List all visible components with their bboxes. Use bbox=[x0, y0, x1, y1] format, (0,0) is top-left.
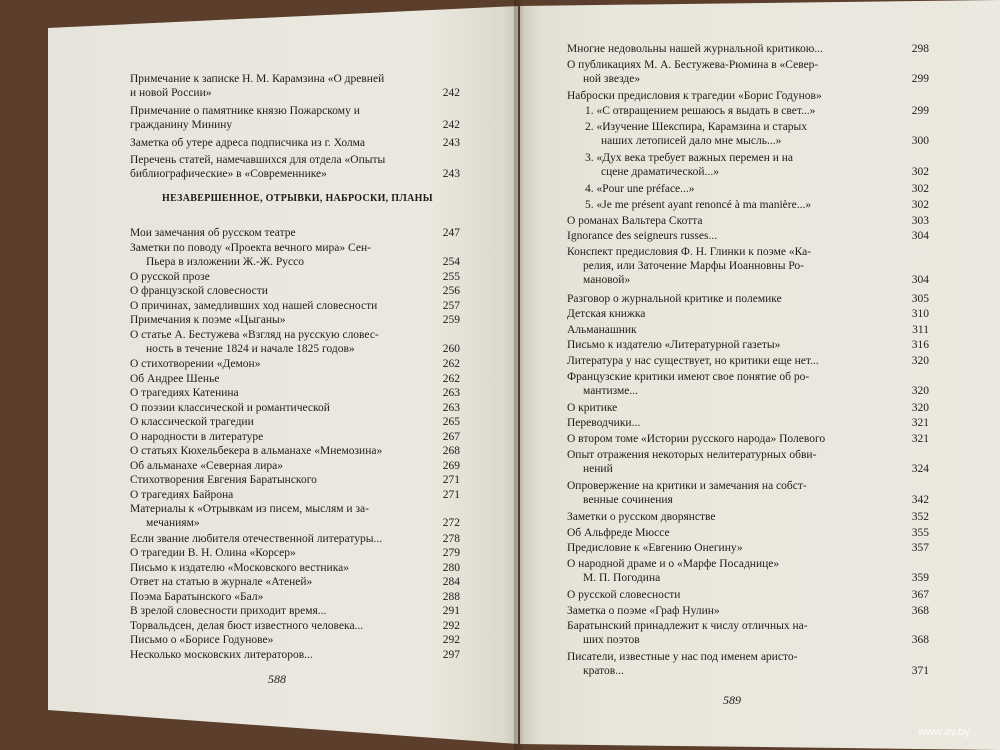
toc-entry-title: Об альманахе «Северная лира» bbox=[130, 459, 284, 472]
toc-entry bbox=[130, 604, 460, 618]
toc-entry bbox=[567, 307, 929, 321]
toc-entry bbox=[130, 226, 460, 240]
toc-page-number: 288 bbox=[442, 590, 460, 603]
toc-entry-title: Об Андрее Шенье bbox=[130, 372, 220, 385]
toc-page-number: 300 bbox=[911, 135, 929, 147]
toc-entry-title-continued: сцене драматической...» bbox=[601, 166, 719, 179]
toc-entry bbox=[130, 313, 460, 327]
toc-entry-title-continued: релия, или Заточение Марфы Иоанновны Ро- bbox=[583, 259, 805, 272]
toc-page-number: 262 bbox=[442, 372, 460, 385]
toc-entry-title: О трагедиях Катенина bbox=[130, 387, 239, 400]
toc-entry-title-continued: мантизме... bbox=[583, 384, 639, 397]
toc-entry-title: Наброски предисловия к трагедии «Борис Годунов» bbox=[567, 89, 822, 102]
toc-entry-title-continued: и новой России» bbox=[130, 87, 212, 99]
toc-entry-title: О русской словесности bbox=[567, 589, 681, 601]
toc-entry-title: Заметка о поэме «Граф Нулин» bbox=[567, 604, 720, 617]
toc-page-number: 262 bbox=[442, 357, 460, 370]
toc-entry-title: Ответ на статью в журнале «Атеней» bbox=[130, 576, 313, 589]
toc-page-number: 304 bbox=[911, 230, 929, 243]
toc-entry bbox=[567, 416, 929, 430]
toc-page-number: 303 bbox=[911, 214, 929, 227]
toc-page-number: 302 bbox=[911, 166, 929, 179]
toc-page-number: 271 bbox=[442, 474, 460, 487]
toc-page-number: 298 bbox=[911, 43, 929, 55]
toc-page-number: 324 bbox=[911, 462, 929, 475]
toc-entry bbox=[567, 354, 929, 368]
toc-page-number: 292 bbox=[442, 619, 460, 632]
toc-entry bbox=[567, 229, 929, 243]
toc-page-number: 321 bbox=[911, 433, 929, 445]
toc-page-number: 260 bbox=[442, 342, 460, 355]
toc-entry-title-continued: ность в течение 1824 и начале 1825 годов» bbox=[146, 342, 355, 355]
toc-entry bbox=[567, 214, 929, 228]
toc-entry-title: О стихотворении «Демон» bbox=[130, 357, 261, 370]
toc-entry bbox=[130, 502, 460, 530]
toc-entry-title: Перечень статей, намечавшихся для отдела «Опыты bbox=[130, 154, 386, 166]
toc-page-number: 268 bbox=[442, 445, 460, 458]
toc-page-number: 310 bbox=[911, 308, 929, 321]
toc-entry-title: Если звание любителя отечественной литературы... bbox=[130, 532, 383, 545]
toc-entry bbox=[130, 104, 460, 131]
toc-page-number: 311 bbox=[912, 323, 929, 336]
toc-entry-title: Литература у нас существует, но критики еще нет... bbox=[567, 355, 819, 367]
toc-entry-title-continued: ших поэтов bbox=[583, 634, 640, 647]
toc-entry bbox=[130, 619, 460, 633]
toc-entry-title: Писатели, известные у нас под именем аристо- bbox=[567, 651, 798, 664]
watermark: www.ay.by bbox=[918, 726, 970, 738]
toc-entry-title: О втором томе «Истории русского народа» Полевого bbox=[567, 433, 826, 445]
toc-entry-title: Примечание к записке Н. М. Карамзина «О древней bbox=[130, 73, 385, 85]
toc-entry bbox=[567, 432, 929, 446]
toc-entry-title: Примечание о памятнике князю Пожарскому и bbox=[130, 105, 360, 117]
toc-entry bbox=[585, 198, 929, 212]
toc-entry-title: Примечания к поэме «Цыганы» bbox=[130, 314, 286, 327]
toc-entry-title: Переводчики... bbox=[567, 417, 641, 430]
toc-entry-title: Французские критики имеют свое понятие об ро- bbox=[567, 370, 810, 383]
toc-page-number: 359 bbox=[911, 571, 929, 584]
toc-entry-title: Детская книжка bbox=[567, 308, 646, 321]
toc-entry bbox=[130, 633, 460, 647]
toc-entry bbox=[567, 557, 929, 584]
toc-page-number: 247 bbox=[442, 227, 460, 239]
toc-page-number: 242 bbox=[442, 119, 460, 131]
toc-entry bbox=[567, 604, 929, 618]
toc-entry bbox=[567, 541, 929, 555]
toc-entry bbox=[567, 338, 929, 352]
toc-entry-title-continued: ной звезде» bbox=[583, 72, 641, 85]
toc-entry-title: О народной драме и о «Марфе Посаднице» bbox=[567, 557, 780, 570]
toc-page-number: 352 bbox=[911, 511, 929, 523]
toc-entry bbox=[567, 323, 929, 337]
toc-entry-title: Ignorance des seigneurs russes... bbox=[567, 230, 718, 243]
toc-entry-title: Альманашник bbox=[567, 323, 637, 336]
toc-entry bbox=[130, 284, 460, 298]
toc-entry-title-continued: венные сочинения bbox=[583, 493, 673, 506]
toc-entry-title: Поэма Баратынского «Бал» bbox=[130, 590, 264, 603]
toc-entry bbox=[130, 430, 460, 444]
toc-page-number: 271 bbox=[442, 488, 460, 501]
toc-entry bbox=[567, 89, 929, 103]
toc-entry-title: О народности в литературе bbox=[130, 430, 264, 443]
toc-entry-title: 2. «Изучение Шекспира, Карамзина и старых bbox=[585, 121, 808, 133]
toc-entry-title: 4. «Pour une préface...» bbox=[585, 183, 695, 196]
toc-entry-title: О классической трагедии bbox=[130, 416, 254, 429]
toc-page-number: 355 bbox=[911, 526, 929, 539]
toc-entry bbox=[585, 120, 929, 147]
toc-entry bbox=[130, 136, 460, 150]
toc-page-number: 279 bbox=[442, 547, 460, 560]
toc-entry-title-continued: мечаниям» bbox=[146, 517, 200, 530]
toc-entry bbox=[130, 401, 460, 415]
toc-entry-title-continued: гражданину Минину bbox=[130, 119, 233, 131]
toc-entry-title: Письмо к издателю «Московского вестника» bbox=[130, 561, 349, 574]
toc-page-number: 256 bbox=[442, 285, 460, 298]
toc-entry-title: О статьях Кюхельбекера в альманахе «Мнемозина» bbox=[130, 445, 383, 458]
toc-page-number: 357 bbox=[911, 542, 929, 555]
toc-entry bbox=[585, 151, 929, 179]
toc-entry-title: О причинах, замедливших ход нашей словесности bbox=[130, 299, 378, 312]
toc-entry bbox=[130, 444, 460, 458]
toc-entry-title: Заметка об утере адреса подписчика из г. Холма bbox=[130, 137, 365, 149]
toc-entry bbox=[585, 104, 929, 118]
toc-entry-title: Заметки по поводу «Проекта вечного мира» Сен- bbox=[130, 241, 371, 254]
toc-entry-title: В зрелой словесности приходит время... bbox=[130, 605, 327, 618]
toc-entry-title: О французской словесности bbox=[130, 285, 268, 298]
toc-entry-title: Письмо о «Борисе Годунове» bbox=[130, 634, 274, 647]
toc-entry-title: Торвальдсен, делая бюст известного человека... bbox=[130, 619, 364, 632]
toc-page-number: 243 bbox=[442, 168, 460, 180]
toc-page-number: 302 bbox=[911, 199, 929, 211]
toc-entry-title: О публикациях М. А. Бестужева-Рюмина в «Север- bbox=[567, 58, 819, 71]
toc-entry bbox=[130, 532, 460, 546]
toc-entry-title: Письмо к издателю «Литературной газеты» bbox=[567, 339, 781, 352]
toc-page-number: 255 bbox=[442, 270, 460, 283]
toc-page-number: 284 bbox=[442, 576, 460, 589]
toc-entry-title: О критике bbox=[567, 401, 618, 414]
toc-page-number: 368 bbox=[911, 604, 929, 617]
toc-entry-title-continued: мановой» bbox=[583, 273, 631, 286]
toc-entry bbox=[130, 72, 460, 99]
toc-entry bbox=[567, 588, 929, 602]
toc-page-number: 305 bbox=[911, 292, 929, 305]
toc-entry-title-continued: кратов... bbox=[583, 665, 624, 678]
toc-entry-title-continued: библиографические» в «Современнике» bbox=[130, 168, 327, 180]
toc-page-number: 302 bbox=[911, 183, 929, 196]
toc-page-number: 257 bbox=[442, 299, 460, 312]
toc-entry bbox=[130, 241, 460, 268]
toc-entry bbox=[567, 42, 929, 56]
toc-entry bbox=[130, 473, 460, 487]
toc-entry bbox=[130, 270, 460, 284]
toc-entry bbox=[567, 650, 929, 678]
left-page-number: 588 bbox=[268, 672, 286, 686]
toc-entry-title-continued: нений bbox=[583, 462, 613, 475]
toc-page-number: 299 bbox=[911, 105, 929, 118]
toc-entry-title: О романах Вальтера Скотта bbox=[567, 214, 703, 227]
toc-entry-title: 1. «С отвращением решаюсь я выдать в свет...» bbox=[585, 105, 816, 118]
toc-entry bbox=[130, 153, 460, 180]
toc-entry-title: Предисловие к «Евгению Онегину» bbox=[567, 542, 743, 555]
toc-page-number: 242 bbox=[442, 87, 460, 99]
right-page-number: 589 bbox=[723, 693, 741, 707]
toc-entry bbox=[130, 386, 460, 400]
toc-page-number: 321 bbox=[911, 417, 929, 430]
book-gutter bbox=[514, 0, 524, 750]
toc-page-number: 297 bbox=[442, 648, 460, 661]
toc-entry bbox=[130, 590, 460, 604]
toc-entry bbox=[567, 370, 929, 397]
toc-entry bbox=[130, 575, 460, 589]
toc-entry-title: Опыт отражения некоторых нелитературных обви- bbox=[567, 448, 817, 461]
toc-entry bbox=[130, 648, 460, 662]
toc-entry-title: Конспект предисловия Ф. Н. Глинки к поэме «Ка- bbox=[567, 245, 812, 258]
toc-page-number: 280 bbox=[442, 561, 460, 574]
toc-page-number: 243 bbox=[442, 137, 460, 149]
toc-page-number: 367 bbox=[911, 589, 929, 601]
toc-page-number: 265 bbox=[442, 416, 460, 429]
toc-entry bbox=[567, 58, 929, 85]
toc-page-number: 304 bbox=[911, 273, 929, 286]
toc-entry-title: Многие недовольны нашей журнальной критикою... bbox=[567, 43, 823, 55]
toc-entry-title: Заметки о русском дворянстве bbox=[567, 511, 716, 523]
toc-page-number: 371 bbox=[911, 665, 929, 678]
toc-entry-title: Баратынский принадлежит к числу отличных на- bbox=[567, 620, 808, 633]
toc-entry-title-continued: наших летописей дало мне мысль...» bbox=[601, 135, 782, 147]
toc-entry-title: Стихотворения Евгения Баратынского bbox=[130, 474, 317, 487]
toc-entry-title: 3. «Дух века требует важных перемен и на bbox=[585, 152, 794, 165]
toc-entry bbox=[130, 546, 460, 560]
toc-entry bbox=[585, 182, 929, 196]
toc-entry-title: Разговор о журнальной критике и полемике bbox=[567, 292, 782, 305]
toc-page-number: 320 bbox=[911, 384, 929, 397]
toc-entry-title: Несколько московских литераторов... bbox=[130, 648, 313, 661]
toc-entry bbox=[130, 415, 460, 429]
toc-entry-title: О трагедии В. Н. Олина «Корсер» bbox=[130, 547, 296, 560]
toc-entry bbox=[567, 526, 929, 540]
toc-page-number: 292 bbox=[442, 634, 460, 647]
toc-entry-title: О трагедиях Байрона bbox=[130, 488, 234, 501]
toc-entry-title: О статье А. Бестужева «Взгляд на русскую словес- bbox=[130, 328, 379, 341]
toc-page-number: 259 bbox=[442, 314, 460, 327]
toc-entry-title: О поэзии классической и романтической bbox=[130, 401, 330, 414]
toc-entry bbox=[567, 619, 929, 647]
toc-entry-title-continued: Пьера в изложении Ж.-Ж. Руссо bbox=[146, 255, 304, 268]
toc-entry bbox=[567, 245, 929, 286]
toc-page-number: 368 bbox=[911, 634, 929, 647]
section-heading: НЕЗАВЕРШЕННОЕ, ОТРЫВКИ, НАБРОСКИ, ПЛАНЫ bbox=[162, 193, 433, 204]
toc-page-number: 299 bbox=[911, 72, 929, 85]
toc-entry bbox=[130, 357, 460, 371]
toc-page-number: 263 bbox=[442, 387, 460, 400]
toc-page-number: 342 bbox=[911, 493, 929, 506]
toc-entry bbox=[130, 372, 460, 386]
toc-entry bbox=[567, 479, 929, 506]
toc-entry-title: О русской прозе bbox=[130, 270, 210, 283]
toc-entry-title-continued: М. П. Погодина bbox=[583, 571, 661, 584]
toc-entry bbox=[567, 510, 929, 524]
toc-entry bbox=[567, 401, 929, 415]
toc-page-number: 320 bbox=[911, 401, 929, 414]
toc-entry bbox=[567, 448, 929, 475]
toc-page-number: 316 bbox=[911, 339, 929, 352]
toc-entry bbox=[130, 488, 460, 502]
toc-page-number: 278 bbox=[442, 532, 460, 545]
toc-entry-title: Мои замечания об русском театре bbox=[130, 227, 296, 239]
toc-entry-title: Материалы к «Отрывкам из писем, мыслям и за- bbox=[130, 503, 369, 516]
toc-entry bbox=[130, 459, 460, 473]
toc-entry bbox=[130, 561, 460, 575]
toc-page-number: 263 bbox=[442, 401, 460, 414]
toc-entry bbox=[130, 328, 460, 355]
toc-page-number: 320 bbox=[911, 355, 929, 367]
toc-page-number: 269 bbox=[442, 459, 460, 472]
toc-page-number: 254 bbox=[442, 255, 460, 268]
toc-page-number: 272 bbox=[442, 517, 460, 530]
toc-page-number: 267 bbox=[442, 430, 460, 443]
toc-entry-title: Об Альфреде Мюссе bbox=[567, 526, 670, 539]
toc-entry-title: 5. «Je me présent ayant renoncé à ma manière...» bbox=[585, 199, 812, 211]
toc-page-number: 291 bbox=[442, 605, 460, 618]
toc-entry-title: Опровержение на критики и замечания на собст- bbox=[567, 479, 807, 492]
toc-entry bbox=[130, 299, 460, 313]
toc-entry bbox=[567, 292, 929, 306]
